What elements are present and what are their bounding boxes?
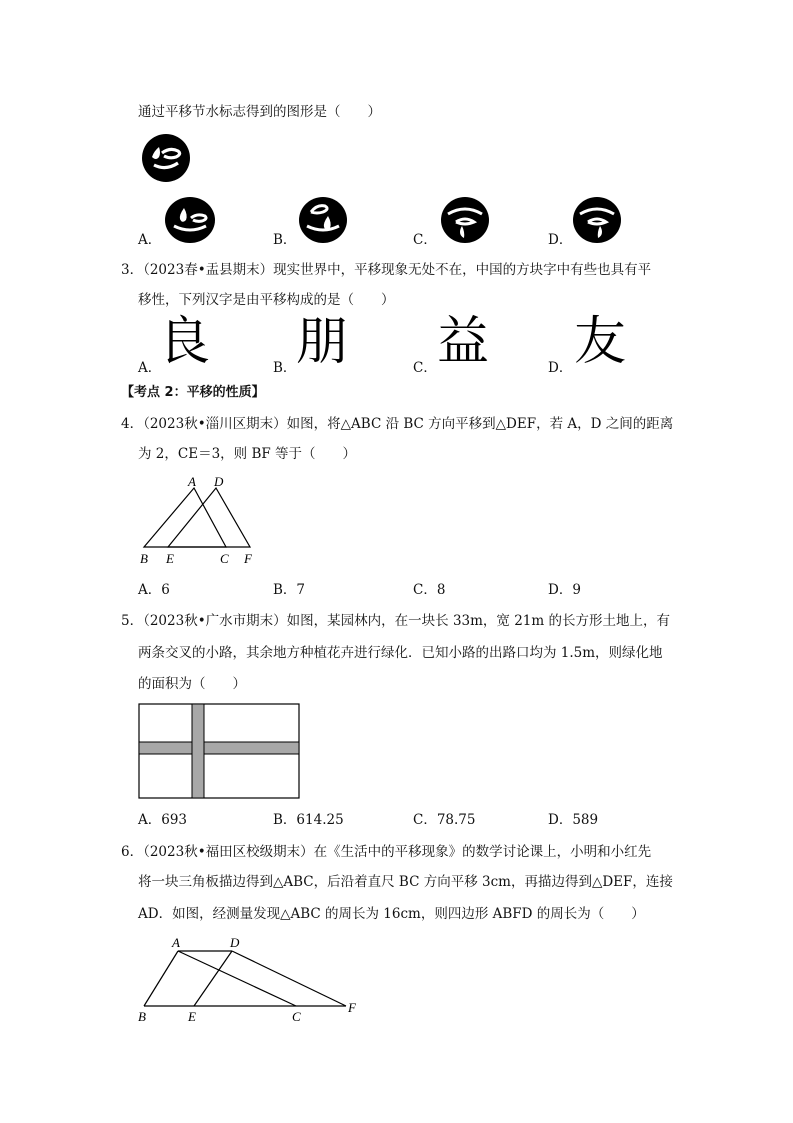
q3-option-c-char: 益: [437, 312, 490, 372]
q3-option-b-char: 朋: [296, 312, 349, 372]
q3-option-c-label[interactable]: C．: [413, 360, 437, 376]
q6-label-d: D: [230, 935, 240, 950]
q4-label-f: F: [244, 551, 252, 566]
q2-option-a[interactable]: A．: [138, 232, 162, 248]
q5-option-a[interactable]: A．693: [138, 812, 188, 828]
q4-stem-line2: 为 2，CE＝3，则 BF 等于（ ）: [138, 446, 357, 462]
q4-label-b: B: [140, 551, 148, 566]
q6-label-c: C: [292, 1009, 301, 1024]
q5-stem-line2: 两条交叉的小路，其余地方种植花卉进行绿化．已知小路的出路口均为 1.5m，则绿化地: [138, 645, 663, 661]
q6-label-a: A: [172, 935, 180, 950]
q5-stem-line1: 5．（2023秋•广水市期末）如图，某园林内，在一块长 33m，宽 21m 的长方形土地上，有: [121, 613, 670, 629]
q6-stem-line2: 将一块三角板描边得到△ABC，后沿着直尺 BC 方向平移 3cm，再描边得到△DEF，连接: [138, 874, 673, 890]
q3-option-d-char: 友: [574, 312, 627, 372]
q4-option-d[interactable]: D．9: [548, 582, 581, 598]
q3-option-d-label[interactable]: D．: [548, 360, 573, 376]
q2-stem: 通过平移节水标志得到的图形是（ ）: [138, 104, 381, 120]
q4-option-b[interactable]: B．7: [273, 582, 306, 598]
q3-option-a-char: 良: [158, 312, 211, 372]
q2-option-a-logo-icon: [164, 196, 216, 244]
q4-label-a: A: [188, 474, 196, 489]
q4-option-c[interactable]: C．8: [413, 582, 446, 598]
q6-label-e: E: [188, 1009, 196, 1024]
section-title: 【考点 2：平移的性质】: [121, 385, 265, 400]
q4-option-a[interactable]: A．6: [138, 582, 170, 598]
q6-label-f: F: [348, 1000, 356, 1015]
q4-label-c: C: [220, 551, 229, 566]
water-saving-logo-icon: [140, 133, 192, 183]
q4-label-e: E: [166, 551, 174, 566]
q3-stem-line2: 移性，下列汉字是由平移构成的是（ ）: [138, 292, 395, 308]
q2-option-d[interactable]: D．: [548, 232, 573, 248]
q5-option-c[interactable]: C．78.75: [413, 812, 476, 828]
q6-quadrilateral-figure: [130, 932, 370, 1028]
q2-option-c[interactable]: C．: [413, 232, 437, 248]
q4-stem-line1: 4．（2023秋•淄川区期末）如图，将△ABC 沿 BC 方向平移到△DEF，若 A，D 之间的距离: [121, 416, 674, 432]
q5-option-b[interactable]: B．614.25: [273, 812, 344, 828]
q5-stem-line3: 的面积为（ ）: [138, 676, 246, 692]
q6-stem-line3: AD．如图，经测量发现△ABC 的周长为 16cm，则四边形 ABFD 的周长为（ ）: [138, 906, 645, 922]
q2-option-b-logo-icon: [298, 196, 348, 244]
q2-option-d-logo-icon: [572, 196, 622, 244]
q5-option-d[interactable]: D．589: [548, 812, 599, 828]
q2-option-b[interactable]: B．: [273, 232, 297, 248]
q4-label-d: D: [214, 474, 224, 489]
q4-triangle-figure: [130, 472, 270, 572]
q5-garden-figure: [138, 703, 302, 801]
q2-option-c-logo-icon: [440, 196, 490, 244]
q3-option-a-label[interactable]: A．: [138, 360, 162, 376]
q3-stem-line1: 3．（2023春•盂县期末）现实世界中，平移现象无处不在，中国的方块字中有些也具有平: [121, 262, 652, 278]
q3-option-b-label[interactable]: B．: [273, 360, 297, 376]
q6-label-b: B: [138, 1009, 146, 1024]
q6-stem-line1: 6．（2023秋•福田区校级期末）在《生活中的平移现象》的数学讨论课上，小明和小红先: [121, 844, 652, 860]
